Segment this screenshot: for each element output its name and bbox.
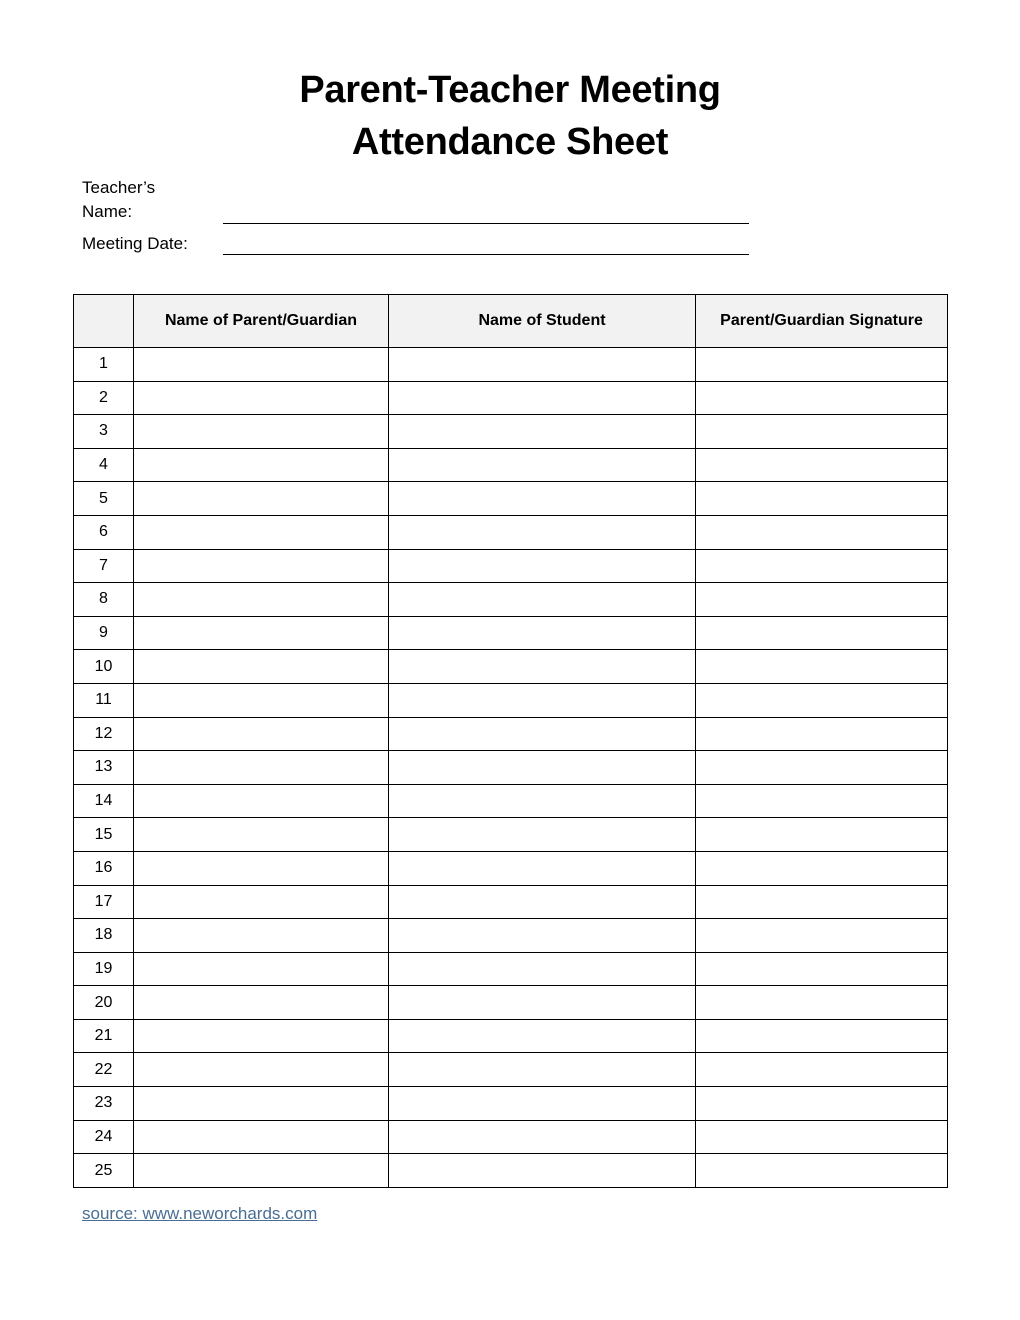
student-name-cell[interactable] xyxy=(389,1154,696,1188)
student-name-cell[interactable] xyxy=(389,952,696,986)
table-row xyxy=(74,583,948,617)
table-row xyxy=(74,650,948,684)
row-number: 1 xyxy=(74,348,134,382)
row-number: 11 xyxy=(74,683,134,717)
page-title xyxy=(0,64,1020,168)
table-row xyxy=(74,482,948,516)
signature-cell[interactable] xyxy=(696,1019,948,1053)
signature-cell[interactable] xyxy=(696,1087,948,1121)
student-name-cell[interactable] xyxy=(389,885,696,919)
student-name-cell[interactable] xyxy=(389,818,696,852)
meeting-date-field[interactable] xyxy=(223,254,749,255)
parent-name-cell[interactable] xyxy=(134,482,389,516)
signature-cell[interactable] xyxy=(696,650,948,684)
student-name-cell[interactable] xyxy=(389,751,696,785)
parent-name-cell[interactable] xyxy=(134,885,389,919)
teacher-name-field[interactable] xyxy=(223,223,749,224)
signature-cell[interactable] xyxy=(696,1053,948,1087)
student-name-cell[interactable] xyxy=(389,919,696,953)
header-signature: Parent/Guardian Signature xyxy=(696,295,948,348)
table-row xyxy=(74,381,948,415)
student-name-cell[interactable] xyxy=(389,1087,696,1121)
row-number: 2 xyxy=(74,381,134,415)
row-number: 12 xyxy=(74,717,134,751)
header-number xyxy=(74,295,134,348)
signature-cell[interactable] xyxy=(696,952,948,986)
table-row xyxy=(74,885,948,919)
signature-cell[interactable] xyxy=(696,1120,948,1154)
student-name-cell[interactable] xyxy=(389,784,696,818)
title-line-2: Attendance Sheet xyxy=(351,121,669,163)
table-row xyxy=(74,1120,948,1154)
table-row xyxy=(74,717,948,751)
signature-cell[interactable] xyxy=(696,818,948,852)
row-number: 6 xyxy=(74,515,134,549)
table-row xyxy=(74,1019,948,1053)
parent-name-cell[interactable] xyxy=(134,348,389,382)
student-name-cell[interactable] xyxy=(389,381,696,415)
parent-name-cell[interactable] xyxy=(134,717,389,751)
parent-name-cell[interactable] xyxy=(134,952,389,986)
table-row xyxy=(74,986,948,1020)
header-student-name: Name of Student xyxy=(389,295,696,348)
table-row xyxy=(74,683,948,717)
parent-name-cell[interactable] xyxy=(134,818,389,852)
attendance-table xyxy=(73,294,948,1188)
parent-name-cell[interactable] xyxy=(134,683,389,717)
parent-name-cell[interactable] xyxy=(134,1019,389,1053)
parent-name-cell[interactable] xyxy=(134,1154,389,1188)
student-name-cell[interactable] xyxy=(389,482,696,516)
signature-cell[interactable] xyxy=(696,515,948,549)
signature-cell[interactable] xyxy=(696,851,948,885)
signature-cell[interactable] xyxy=(696,717,948,751)
signature-cell[interactable] xyxy=(696,381,948,415)
table-row xyxy=(74,1154,948,1188)
parent-name-cell[interactable] xyxy=(134,784,389,818)
signature-cell[interactable] xyxy=(696,549,948,583)
signature-cell[interactable] xyxy=(696,348,948,382)
signature-cell[interactable] xyxy=(696,583,948,617)
student-name-cell[interactable] xyxy=(389,650,696,684)
table-row xyxy=(74,415,948,449)
row-number: 8 xyxy=(74,583,134,617)
row-number: 24 xyxy=(74,1120,134,1154)
student-name-cell[interactable] xyxy=(389,717,696,751)
row-number: 20 xyxy=(74,986,134,1020)
student-name-cell[interactable] xyxy=(389,683,696,717)
parent-name-cell[interactable] xyxy=(134,448,389,482)
signature-cell[interactable] xyxy=(696,919,948,953)
table-row xyxy=(74,1087,948,1121)
student-name-cell[interactable] xyxy=(389,1053,696,1087)
student-name-cell[interactable] xyxy=(389,851,696,885)
parent-name-cell[interactable] xyxy=(134,616,389,650)
row-number: 3 xyxy=(74,415,134,449)
row-number: 17 xyxy=(74,885,134,919)
parent-name-cell[interactable] xyxy=(134,415,389,449)
row-number: 22 xyxy=(74,1053,134,1087)
signature-cell[interactable] xyxy=(696,616,948,650)
table-row xyxy=(74,1053,948,1087)
row-number: 16 xyxy=(74,851,134,885)
row-number: 7 xyxy=(74,549,134,583)
signature-cell[interactable] xyxy=(696,784,948,818)
student-name-cell[interactable] xyxy=(389,986,696,1020)
student-name-cell[interactable] xyxy=(389,1120,696,1154)
parent-name-cell[interactable] xyxy=(134,583,389,617)
table-row xyxy=(74,549,948,583)
signature-cell[interactable] xyxy=(696,1154,948,1188)
title-line-1: Parent-Teacher Meeting xyxy=(299,69,721,111)
row-number: 25 xyxy=(74,1154,134,1188)
student-name-cell[interactable] xyxy=(389,583,696,617)
parent-name-cell[interactable] xyxy=(134,549,389,583)
student-name-cell[interactable] xyxy=(389,549,696,583)
student-name-cell[interactable] xyxy=(389,616,696,650)
table-row xyxy=(74,348,948,382)
parent-name-cell[interactable] xyxy=(134,1120,389,1154)
teacher-name-label-line-2: Name: xyxy=(82,202,133,221)
row-number: 14 xyxy=(74,784,134,818)
row-number: 4 xyxy=(74,448,134,482)
table-header-row xyxy=(74,295,948,348)
table-row xyxy=(74,751,948,785)
table-row xyxy=(74,784,948,818)
table-row xyxy=(74,952,948,986)
signature-cell[interactable] xyxy=(696,448,948,482)
meeting-date-label: Meeting Date: xyxy=(82,234,188,253)
signature-cell[interactable] xyxy=(696,482,948,516)
row-number: 13 xyxy=(74,751,134,785)
student-name-cell[interactable] xyxy=(389,415,696,449)
row-number: 23 xyxy=(74,1087,134,1121)
parent-name-cell[interactable] xyxy=(134,986,389,1020)
table-row xyxy=(74,851,948,885)
signature-cell[interactable] xyxy=(696,415,948,449)
header-parent-name: Name of Parent/Guardian xyxy=(134,295,389,348)
row-number: 5 xyxy=(74,482,134,516)
row-number: 15 xyxy=(74,818,134,852)
student-name-cell[interactable] xyxy=(389,348,696,382)
signature-cell[interactable] xyxy=(696,885,948,919)
row-number: 9 xyxy=(74,616,134,650)
teacher-name-label-line-1: Teacher’s xyxy=(82,178,156,197)
table-row xyxy=(74,448,948,482)
parent-name-cell[interactable] xyxy=(134,650,389,684)
student-name-cell[interactable] xyxy=(389,448,696,482)
student-name-cell[interactable] xyxy=(389,515,696,549)
table-row xyxy=(74,515,948,549)
parent-name-cell[interactable] xyxy=(134,381,389,415)
row-number: 21 xyxy=(74,1019,134,1053)
table-row xyxy=(74,919,948,953)
parent-name-cell[interactable] xyxy=(134,1087,389,1121)
signature-cell[interactable] xyxy=(696,986,948,1020)
parent-name-cell[interactable] xyxy=(134,515,389,549)
signature-cell[interactable] xyxy=(696,751,948,785)
source-link[interactable]: source: www.neworchards.com xyxy=(82,1204,318,1223)
signature-cell[interactable] xyxy=(696,683,948,717)
row-number: 18 xyxy=(74,919,134,953)
row-number: 19 xyxy=(74,952,134,986)
teacher-name-label xyxy=(82,176,155,224)
student-name-cell[interactable] xyxy=(389,1019,696,1053)
parent-name-cell[interactable] xyxy=(134,851,389,885)
row-number: 10 xyxy=(74,650,134,684)
parent-name-cell[interactable] xyxy=(134,1053,389,1087)
parent-name-cell[interactable] xyxy=(134,751,389,785)
parent-name-cell[interactable] xyxy=(134,919,389,953)
table-row xyxy=(74,818,948,852)
table-row xyxy=(74,616,948,650)
